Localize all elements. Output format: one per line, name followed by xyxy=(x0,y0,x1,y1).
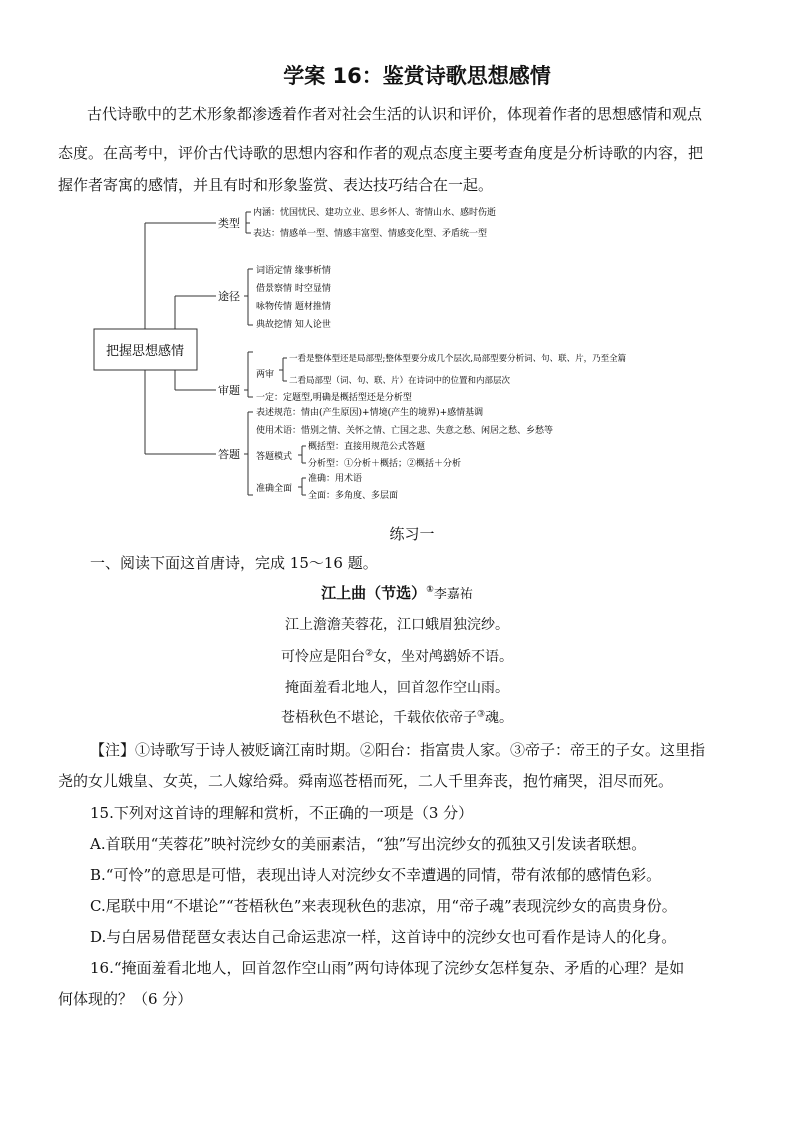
poem-line-2-post: 女，坐对鸬鹚娇不语。 xyxy=(373,649,514,665)
answer-full-item-1: 准确：用术语 xyxy=(308,474,363,484)
notes-line-2: 尧的女儿娥皇、女英，二人嫁给舜。舜南巡苍梧而死，二人千里奔丧，抱竹痛哭，泪尽而死。 xyxy=(58,772,674,790)
review-extra: 一定：定题型,明确是概括型还是分析型 xyxy=(256,393,412,403)
poem-line-2-pre: 可怜应是阳台 xyxy=(280,649,365,665)
poem-title-line xyxy=(0,582,794,603)
path-item-3: 咏物传情 题材推情 xyxy=(256,302,331,312)
intro-line-3: 握作者寄寓的感情，并且有时和形象鉴赏、表达技巧结合在一起。 xyxy=(58,176,494,194)
q16-line-2: 何体现的？（6 分） xyxy=(58,990,193,1008)
poem-line-4-note: ③ xyxy=(476,709,486,720)
answer-full-item-2: 全面：多角度、多层面 xyxy=(308,491,399,501)
intro-line-1: 古代诗歌中的艺术形象都渗透着作者对社会生活的认识和评价，体现着作者的思想感情和观点 xyxy=(87,105,703,123)
q15-option-b: B.“可怜”的意思是可惜，表现出诗人对浣纱女不幸遭遇的同情，带有浓郁的感情色彩。 xyxy=(90,866,662,884)
poem-title: 江上曲（节选） xyxy=(321,584,427,602)
poem-line-3-text: 掩面羞看北地人，回首忽作空山雨。 xyxy=(285,680,509,696)
poem-line-4 xyxy=(0,707,794,727)
q15-option-c: C.尾联中用“不堪论”“苍梧秋色”来表现秋色的悲凉，用“帝子魂”表现浣纱女的高贵身份。 xyxy=(90,897,677,915)
poem-line-2 xyxy=(0,646,794,666)
exercise-heading: 练习一 xyxy=(389,525,435,543)
answer-full: 准确全面 xyxy=(256,484,293,494)
type-item-1: 内涵：忧国忧民、建功立业、思乡怀人、寄情山水、感时伤逝 xyxy=(253,208,497,218)
branch-review: 审题 xyxy=(218,384,240,397)
q15-option-d: D.与白居易借琵琶女表达自己命运悲凉一样，这首诗中的浣纱女也可看作是诗人的化身。 xyxy=(90,928,677,946)
path-item-2: 借景察情 时空显情 xyxy=(256,284,331,294)
path-item-1: 词语定情 缘事析情 xyxy=(256,266,331,276)
poem-line-1 xyxy=(0,614,794,634)
review-sub: 两审 xyxy=(256,370,275,380)
answer-item-1: 表述规范：情由(产生原因)+情境(产生的境界)+感情基调 xyxy=(256,408,484,418)
branch-path: 途径 xyxy=(218,290,240,303)
poem-line-1-text: 江上澹澹芙蓉花，江口蛾眉独浣纱。 xyxy=(285,617,509,633)
poem-author: 李嘉祐 xyxy=(433,587,473,602)
poem-line-4-pre: 苍梧秋色不堪论，千载依依帝子 xyxy=(280,710,477,726)
poem-line-4-post: 魂。 xyxy=(485,710,514,726)
q15-stem: 15.下列对这首诗的理解和赏析，不正确的一项是（3 分） xyxy=(90,804,474,822)
review-item-2: 二看局部型（词、句、联、片）在诗词中的位置和内部层次 xyxy=(289,376,511,386)
q16-line-1: 16.“掩面羞看北地人，回首忽作空山雨”两句诗体现了浣纱女怎样复杂、矛盾的心理？是如 xyxy=(90,959,685,977)
q15-option-a: A.首联用“芙蓉花”映衬浣纱女的美丽素洁，“独”写出浣纱女的孤独又引发读者联想。 xyxy=(90,835,647,853)
answer-mode: 答题模式 xyxy=(256,452,293,462)
answer-item-2: 使用术语：惜别之情、关怀之情、亡国之悲、失意之愁、闲居之愁、乡愁等 xyxy=(256,426,554,436)
poem-title-note: ① xyxy=(426,585,434,595)
type-item-2: 表达：情感单一型、情感丰富型、情感变化型、矛盾统一型 xyxy=(253,229,488,239)
question-intro: 一、阅读下面这首唐诗，完成 15～16 题。 xyxy=(90,554,378,572)
answer-mode-item-2: 分析型：①分析＋概括；②概括＋分析 xyxy=(308,459,462,469)
poem-line-3 xyxy=(0,677,794,697)
review-item-1: 一看是整体型还是局部型;整体型要分成几个层次,局部型要分析词、句、联、片，乃至全篇 xyxy=(289,354,627,364)
mindmap-root-label: 把握思想感情 xyxy=(105,344,185,359)
page-title: 学案 16：鉴赏诗歌思想感情 xyxy=(283,64,551,88)
notes-line-1: 【注】①诗歌写于诗人被贬谪江南时期。②阳台：指富贵人家。③帝子：帝王的子女。这里指 xyxy=(90,741,706,759)
intro-line-2: 态度。在高考中，评价古代诗歌的思想内容和作者的观点态度主要考查角度是分析诗歌的内容，把 xyxy=(58,144,704,162)
branch-type: 类型 xyxy=(218,217,240,230)
branch-answer: 答题 xyxy=(218,448,240,461)
answer-mode-item-1: 概括型：直接用规范公式答题 xyxy=(308,442,426,452)
mindmap-diagram xyxy=(0,0,794,520)
path-item-4: 典故挖情 知人论世 xyxy=(256,320,331,330)
poem-line-2-note: ② xyxy=(364,648,374,659)
